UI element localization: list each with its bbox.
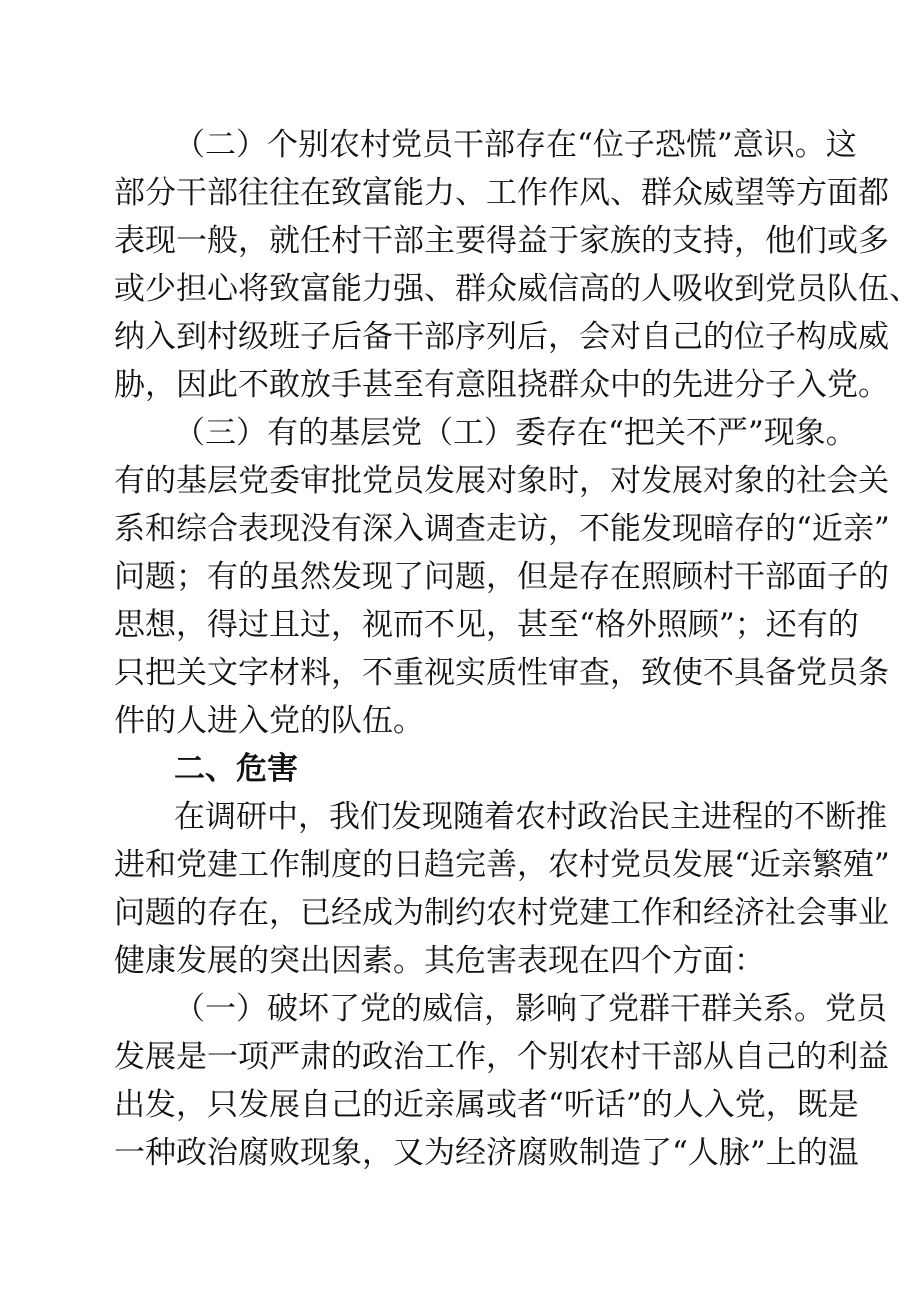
text-line: 健康发展的突出因素。其危害表现在四个方面： xyxy=(114,943,765,979)
text-line: 部分干部往往在致富能力、工作作风、群众威望等方面都 xyxy=(114,175,889,211)
text-line: 纳入到村级班子后备干部序列后，会对自己的位子构成威 xyxy=(114,319,889,355)
text-line: 有的基层党委审批党员发展对象时，对发展对象的社会关 xyxy=(114,463,889,499)
text-line: 问题；有的虽然发现了问题，但是存在照顾村干部面子的 xyxy=(114,559,889,595)
text-line: 出发，只发展自己的近亲属或者“听话”的人入党，既是 xyxy=(114,1087,859,1123)
text-line: 只把关文字材料，不重视实质性审查，致使不具备党员条 xyxy=(114,655,889,691)
section-heading: 二、危害 xyxy=(174,751,298,787)
text-line: 思想，得过且过，视而不见，甚至“格外照顾”；还有的 xyxy=(114,607,859,643)
text-line: 在调研中，我们发现随着农村政治民主进程的不断推 xyxy=(174,799,887,835)
text-line: 发展是一项严肃的政治工作，个别农村干部从自己的利益 xyxy=(114,1039,889,1075)
text-line: 表现一般，就任村干部主要得益于家族的支持，他们或多 xyxy=(114,223,889,259)
text-line: 件的人进入党的队伍。 xyxy=(114,703,424,739)
text-line: 或少担心将致富能力强、群众威信高的人吸收到党员队伍、 xyxy=(114,271,920,307)
text-line: 系和综合表现没有深入调查走访，不能发现暗存的“近亲” xyxy=(114,511,890,547)
text-line: （二）个别农村党员干部存在“位子恐慌”意识。这 xyxy=(174,127,857,163)
text-line: 问题的存在，已经成为制约农村党建工作和经济社会事业 xyxy=(114,895,889,931)
text-line: 胁，因此不敢放手甚至有意阻挠群众中的先进分子入党。 xyxy=(114,367,889,403)
text-line: （一）破坏了党的威信，影响了党群干群关系。党员 xyxy=(174,991,887,1027)
text-line: 一种政治腐败现象，又为经济腐败制造了“人脉”上的温 xyxy=(114,1135,859,1171)
text-line: 进和党建工作制度的日趋完善，农村党员发展“近亲繁殖” xyxy=(114,847,890,883)
text-line: （三）有的基层党（工）委存在“把关不严”现象。 xyxy=(174,415,857,451)
